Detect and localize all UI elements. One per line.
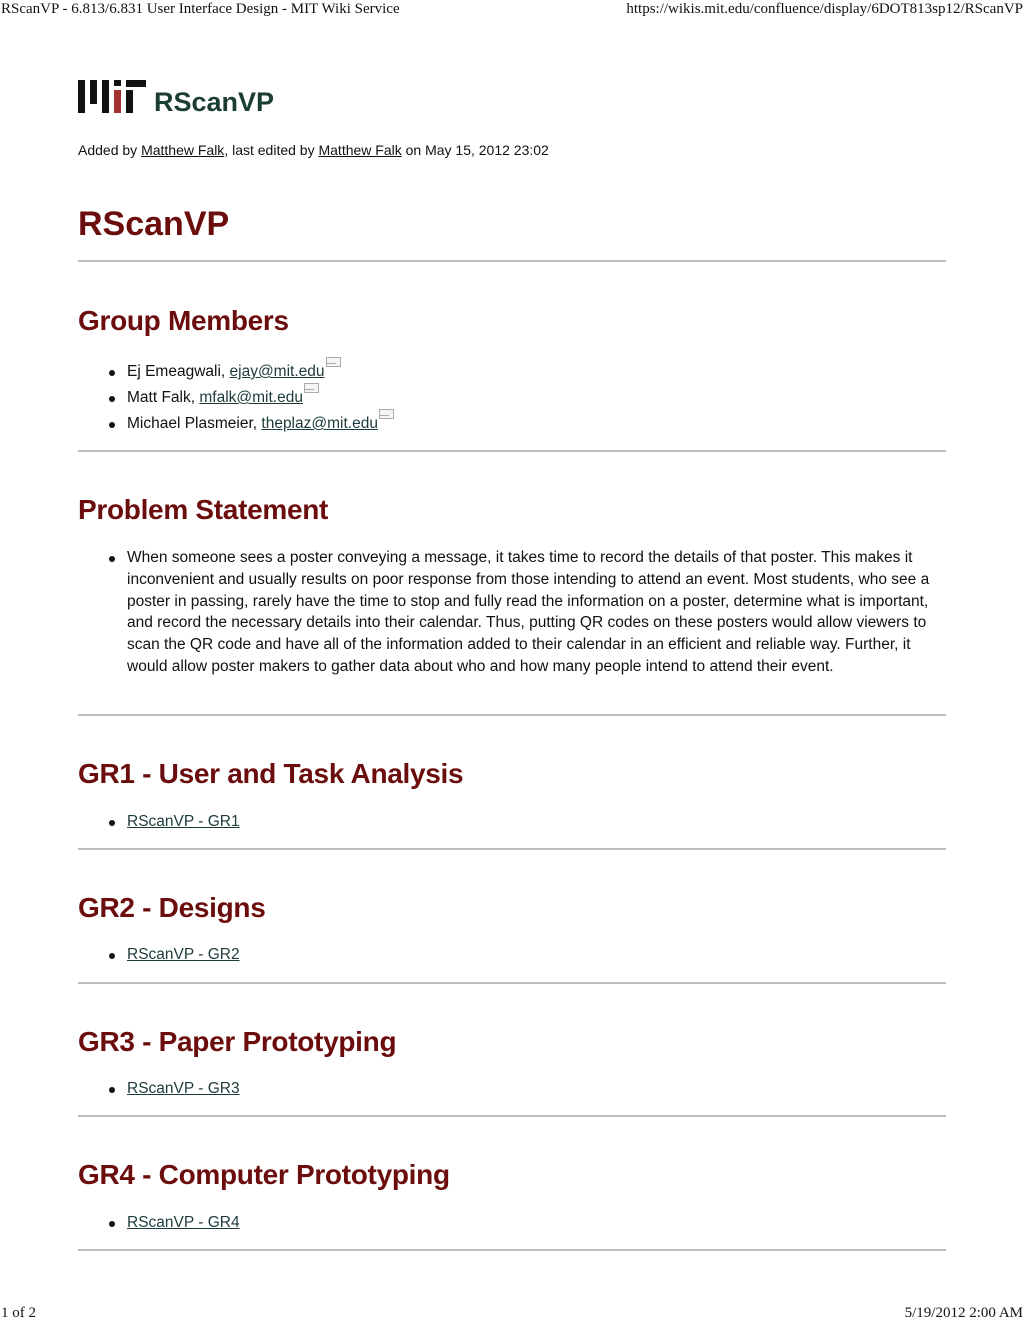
page-title: RScanVP: [78, 205, 230, 243]
heading-gr1: GR1 - User and Task Analysis: [78, 758, 464, 789]
mail-icon[interactable]: [326, 357, 341, 367]
member-name: Ej Emeagwali,: [127, 363, 230, 380]
divider: [78, 260, 946, 262]
list-item: [127, 944, 240, 966]
member-name: Michael Plasmeier,: [127, 415, 262, 432]
edit-date: on May 15, 2012 23:02: [401, 142, 549, 158]
member-list: [78, 361, 394, 435]
heading-gr3: GR3 - Paper Prototyping: [78, 1026, 397, 1057]
list-item: [127, 811, 240, 833]
member-email-link[interactable]: ejay@mit.edu: [229, 363, 325, 380]
problem-statement-text: When someone sees a poster conveying a message, it takes time to record the details of that poster. This makes it inconvenient and usually results on poor response from those intending to attend an event. Most students, who see a poster in passing, rarely have the time to stop and fully read the information on a poster, determine what is important, and record the necessary details into their calendar. Thus, putting QR codes on these posters would allow viewers to scan the QR code and have all of the information added to their calendar in an efficient and reliable way. Further, it would allow poster makers to gather data about who and how many people intend to attend their event.: [127, 547, 946, 678]
gr4-list: [78, 1212, 240, 1234]
divider: [78, 1249, 946, 1251]
heading-gr4: GR4 - Computer Prototyping: [78, 1159, 450, 1190]
divider: [78, 714, 946, 716]
edited-by-label: , last edited by: [224, 142, 319, 158]
list-item: [127, 1212, 240, 1234]
gr1-link[interactable]: RScanVP - GR1: [127, 813, 240, 830]
divider: [78, 982, 946, 984]
divider: [78, 1115, 946, 1117]
space-title: RScanVP: [154, 86, 275, 117]
page-number: 1 of 2: [1, 1305, 36, 1321]
gr2-list: [78, 944, 240, 966]
gr3-list: [78, 1078, 240, 1100]
print-footer: [0, 1305, 1024, 1325]
member-email-link[interactable]: theplaz@mit.edu: [261, 415, 378, 432]
gr4-link[interactable]: RScanVP - GR4: [127, 1214, 240, 1231]
member-item: [127, 361, 394, 383]
member-name: Matt Falk,: [127, 389, 200, 406]
print-header-url: https://wikis.mit.edu/confluence/display/6DOT813sp12/RScanVP: [626, 1, 1023, 17]
member-email-link[interactable]: mfalk@mit.edu: [199, 389, 303, 406]
print-header-title: RScanVP - 6.813/6.831 User Interface Design - MIT Wiki Service: [1, 1, 400, 17]
author-link[interactable]: Matthew Falk: [141, 142, 225, 158]
mit-logo-icon: [78, 78, 146, 114]
divider: [78, 450, 946, 452]
heading-problem-statement: Problem Statement: [78, 494, 329, 525]
problem-list: [78, 547, 946, 678]
gr2-link[interactable]: RScanVP - GR2: [127, 946, 240, 963]
heading-gr2: GR2 - Designs: [78, 892, 266, 923]
print-datetime: 5/19/2012 2:00 AM: [904, 1305, 1023, 1321]
editor-link[interactable]: Matthew Falk: [318, 142, 402, 158]
gr1-list: [78, 811, 240, 833]
added-by-label: Added by: [78, 142, 142, 158]
mail-icon[interactable]: [304, 383, 319, 393]
page-metadata: [78, 142, 549, 158]
gr3-link[interactable]: RScanVP - GR3: [127, 1080, 240, 1097]
list-item: [127, 1078, 240, 1100]
print-header: [0, 0, 1024, 20]
space-header: [78, 76, 274, 116]
divider: [78, 848, 946, 850]
member-item: [127, 413, 394, 435]
mail-icon[interactable]: [379, 409, 394, 419]
member-item: [127, 387, 394, 409]
heading-group-members: Group Members: [78, 305, 289, 336]
